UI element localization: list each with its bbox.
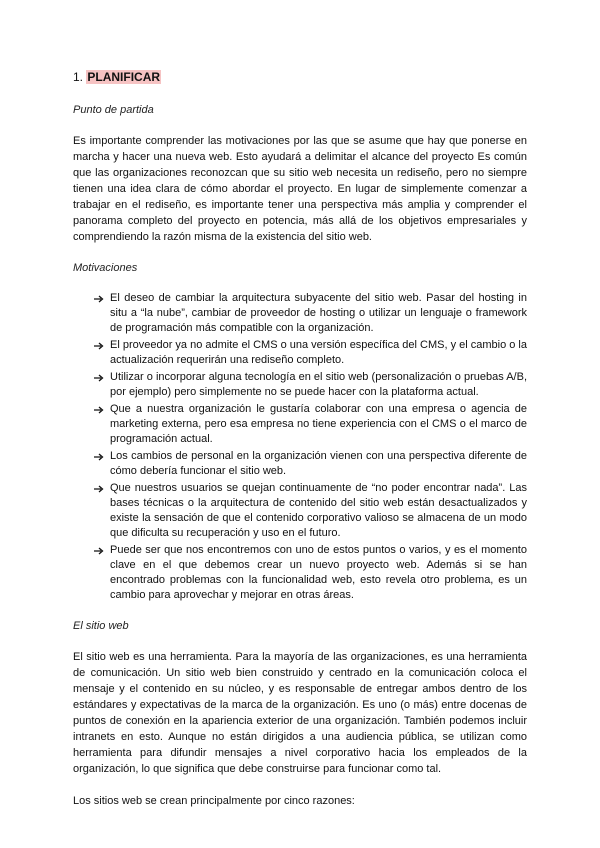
list-item: El proveedor ya no admite el CMS o una versión específica del CMS, y el cambio o la actualización requerirán una rediseño completo. [94, 338, 527, 368]
list-item: Puede ser que nos encontremos con uno de estos puntos o varios, y es el momento clave en el que debemos crear un nuevo proyecto web. Además si se han encontrado problemas con la funcionalidad web, esto revela otro problema, es un cambio para aprovechar y mejorar en otras áreas. [94, 543, 527, 603]
arrow-right-icon [94, 449, 106, 464]
arrow-right-icon [94, 402, 106, 417]
arrow-right-icon [94, 481, 106, 496]
list-item: Utilizar o incorporar alguna tecnología en el sitio web (personalización o pruebas A/B, por ejemplo) pero simplemente no se puede hacer con la plataforma actual. [94, 370, 527, 400]
list-item: Que a nuestra organización le gustaría colaborar con una empresa o agencia de marketing externa, pero esa empresa no tiene experiencia con el CMS o el marco de programación actual. [94, 402, 527, 447]
paragraph-punto-de-partida: Es importante comprender las motivaciones por las que se asume que hay que ponerse en marcha y hacer una nueva web. Esto ayudará a delimitar el alcance del proyecto Es común que las organizaciones reconozcan que su sitio web necesita un rediseño, pero no siempre tienen una idea clara de cómo abordar el proyecto. En lugar de simplemente comenzar a trabajar en el rediseño, es importante tener una perspectiva más amplia y comprender el panorama completo del proyecto en potencia, más allá de los objetivos empresariales y comprendiendo la razón misma de la existencia del sitio web. [73, 135, 527, 243]
arrow-right-icon [94, 291, 106, 306]
document-content [73, 70, 527, 809]
list-item: El deseo de cambiar la arquitectura subyacente del sitio web. Pasar del hosting in situ a “la nube”, cambiar de proveedor de hosting o utilizar un lenguaje o framework de programación más compatible con la organización. [94, 291, 527, 336]
subsection-title-motivaciones: Motivaciones [73, 262, 138, 274]
motivaciones-list [73, 291, 527, 603]
list-item: Los cambios de personal en la organización vienen con una perspectiva diferente de cómo debería funcionar el sitio web. [94, 449, 527, 479]
list-item: Que nuestros usuarios se quejan continuamente de “no poder encontrar nada”. Las bases técnicas o la arquitectura de contenido del sitio web están desactualizados y existe la sensación de que el contenido corporativo valioso se almacena de un modo que dificulta su recuperación y uso en el futuro. [94, 481, 527, 541]
heading-number: 1. [73, 70, 84, 84]
subsection-title-el-sitio-web: El sitio web [73, 620, 129, 632]
arrow-right-icon [94, 338, 106, 353]
section-heading [73, 70, 527, 85]
heading-title: PLANIFICAR [87, 70, 161, 84]
arrow-right-icon [94, 370, 106, 385]
paragraph-closing: Los sitios web se crean principalmente por cinco razones: [73, 795, 355, 807]
paragraph-el-sitio-web: El sitio web es una herramienta. Para la mayoría de las organizaciones, es una herramienta de comunicación. Un sitio web bien construido y centrado en la comunicación coloca el mensaje y el contenido en su núcleo, y es responsable de entregar ambos dentro de los estándares y expectativas de la marca de la organización. Es uno (o más) entre docenas de puntos de conexión en la apariencia exterior de una organización. También podemos incluir intranets en esto. Aunque no están dirigidos a una audiencia pública, se utilizan como herramienta para difundir mensajes a nivel corporativo hacia los empleados de la organización, lo que significa que debe construirse para funcionar como tal. [73, 651, 527, 775]
subsection-title-punto-de-partida: Punto de partida [73, 104, 154, 116]
arrow-right-icon [94, 543, 106, 558]
